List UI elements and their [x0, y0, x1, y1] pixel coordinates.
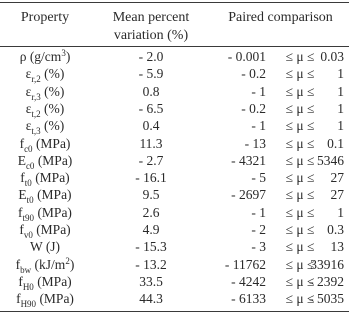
upper-bound-cell: - 2392: [309, 274, 344, 289]
property-unit: (kJ/m: [31, 257, 66, 272]
property-symbol: f: [18, 205, 23, 220]
property-cell: [0, 101, 90, 119]
property-symbol: E: [17, 153, 26, 168]
mean-variation-cell: - 6.5: [138, 101, 164, 116]
relation-cell: ≤ μ ≤: [285, 257, 315, 272]
property-symbol: f: [19, 222, 24, 237]
property-cell: [0, 291, 90, 309]
relation-cell: ≤ μ ≤: [285, 222, 315, 237]
bottom-rule: [0, 311, 349, 312]
property-unit: (%): [40, 66, 65, 81]
lower-bound-cell: - 2: [251, 222, 266, 237]
property-cell: [0, 153, 90, 171]
mean-variation-cell: - 13.2: [135, 257, 167, 272]
upper-bound-cell: 27: [330, 170, 344, 185]
unit-superscript: 2: [65, 256, 70, 266]
upper-bound-cell: 0.3: [327, 222, 344, 237]
upper-bound-cell: 0.1: [327, 136, 344, 151]
lower-bound-cell: - 4242: [231, 274, 266, 289]
unit-superscript: 3: [61, 48, 66, 58]
lower-bound-cell: - 2697: [231, 187, 266, 202]
property-cell: [0, 274, 90, 292]
relation-cell: ≤ μ ≤: [285, 291, 315, 306]
relation-cell: ≤ μ ≤: [285, 49, 315, 64]
unit-close: ): [69, 257, 75, 272]
upper-bound-cell: - 5035: [309, 291, 344, 306]
property-subscript: t0: [26, 195, 34, 205]
property-cell: [0, 66, 90, 84]
property-unit: (MPa): [32, 222, 71, 237]
property-cell: [0, 256, 90, 275]
header-rule: [0, 46, 349, 47]
lower-bound-cell: - 0.2: [241, 66, 266, 81]
property-symbol: E: [18, 187, 27, 202]
property-unit: (MPa): [33, 274, 72, 289]
property-subscript: bw: [20, 265, 32, 275]
header-mean-line1: Mean percent: [112, 10, 190, 25]
relation-cell: ≤ μ ≤: [285, 66, 315, 81]
property-subscript: H90: [20, 299, 37, 309]
property-cell: [0, 84, 90, 102]
mean-variation-cell: - 2.7: [138, 153, 164, 168]
relation-cell: ≤ μ ≤: [285, 101, 315, 116]
property-unit: (J): [42, 239, 61, 254]
property-symbol: ε: [25, 101, 32, 116]
unit-close: ): [65, 49, 71, 64]
upper-bound-cell: 1: [337, 101, 344, 116]
property-subscript: c0: [24, 144, 33, 154]
header-paired-comparison: Paired comparison: [228, 10, 333, 25]
upper-bound-cell: 0.03: [320, 49, 344, 64]
property-unit: (%): [40, 101, 65, 116]
top-rule: [0, 2, 349, 3]
relation-cell: ≤ μ ≤: [285, 187, 315, 202]
lower-bound-cell: - 0.001: [227, 49, 266, 64]
property-symbol: ε: [25, 118, 32, 133]
mean-variation-cell: 2.6: [142, 205, 160, 220]
property-subscript: t0: [24, 178, 32, 188]
property-unit: (MPa): [36, 291, 74, 306]
property-cell: [0, 187, 90, 205]
property-cell: [0, 240, 90, 254]
property-symbol: f: [16, 291, 21, 306]
property-subscript: r,3: [31, 92, 41, 102]
upper-bound-cell: 27: [330, 187, 344, 202]
property-subscript: t90: [22, 213, 35, 223]
mean-variation-cell: - 2.0: [138, 49, 164, 64]
mean-variation-cell: - 16.1: [135, 170, 167, 185]
relation-cell: ≤ μ ≤: [285, 274, 315, 289]
property-cell: [0, 118, 90, 136]
lower-bound-cell: - 3: [251, 239, 266, 254]
property-symbol: f: [20, 170, 25, 185]
relation-cell: ≤ μ ≤: [285, 205, 315, 220]
property-symbol: ρ: [19, 49, 27, 64]
relation-cell: ≤ μ ≤: [285, 239, 315, 254]
mean-variation-cell: 11.3: [139, 136, 163, 151]
property-unit: (MPa): [32, 136, 71, 151]
mean-variation-cell: 0.8: [142, 84, 160, 99]
lower-bound-cell: - 1: [251, 118, 266, 133]
property-unit: (%): [40, 118, 65, 133]
lower-bound-cell: - 13: [244, 136, 266, 151]
relation-cell: ≤ μ ≤: [285, 153, 315, 168]
property-cell: [0, 205, 90, 223]
property-unit: (MPa): [33, 187, 72, 202]
relation-cell: ≤ μ ≤: [285, 84, 315, 99]
mean-variation-cell: 9.5: [142, 187, 160, 202]
mean-variation-cell: - 5.9: [138, 66, 164, 81]
relation-cell: ≤ μ ≤: [285, 170, 315, 185]
lower-bound-cell: - 1: [251, 205, 266, 220]
property-unit: (MPa): [34, 205, 72, 220]
property-symbol: f: [15, 257, 21, 272]
relation-cell: ≤ μ ≤: [285, 118, 315, 133]
property-symbol: ε: [25, 66, 32, 81]
lower-bound-cell: - 4321: [231, 153, 266, 168]
property-subscript: t,2: [31, 109, 41, 119]
property-subscript: c0: [25, 161, 35, 171]
property-symbol: W: [29, 239, 43, 254]
lower-bound-cell: - 0.2: [241, 101, 266, 116]
mean-variation-cell: 4.9: [142, 222, 160, 237]
upper-bound-cell: 1: [337, 66, 344, 81]
property-subscript: v0: [23, 230, 33, 240]
upper-bound-cell: 1: [337, 118, 344, 133]
property-symbol: f: [19, 136, 25, 151]
header-mean-line2: variation (%): [113, 28, 189, 43]
property-symbol: ε: [25, 84, 32, 99]
property-cell: [0, 50, 90, 64]
header-property: Property: [20, 10, 70, 25]
upper-bound-cell: 1: [337, 205, 344, 220]
upper-bound-cell: 5346: [317, 153, 344, 168]
property-unit: (MPa): [34, 153, 73, 168]
property-cell: [0, 136, 90, 154]
property-cell: [0, 222, 90, 240]
property-subscript: t,3: [31, 126, 41, 136]
mean-variation-cell: 33.5: [139, 274, 163, 289]
mean-variation-cell: - 15.3: [135, 239, 167, 254]
lower-bound-cell: - 5: [251, 170, 266, 185]
property-symbol: f: [18, 274, 23, 289]
relation-cell: ≤ μ ≤: [285, 136, 315, 151]
lower-bound-cell: - 11762: [224, 257, 266, 272]
property-subscript: r,2: [31, 74, 41, 84]
property-cell: [0, 170, 90, 188]
mean-variation-cell: 44.3: [139, 291, 163, 306]
upper-bound-cell: 1: [337, 84, 344, 99]
property-unit: (MPa): [31, 170, 70, 185]
property-unit: (%): [40, 84, 65, 99]
upper-bound-cell: 13: [330, 239, 344, 254]
property-subscript: H0: [22, 282, 34, 292]
property-unit: (g/cm: [26, 49, 62, 64]
lower-bound-cell: - 1: [251, 84, 266, 99]
mean-variation-cell: 0.4: [142, 118, 160, 133]
lower-bound-cell: - 6133: [231, 291, 266, 306]
upper-bound-cell: 33916: [310, 257, 344, 272]
